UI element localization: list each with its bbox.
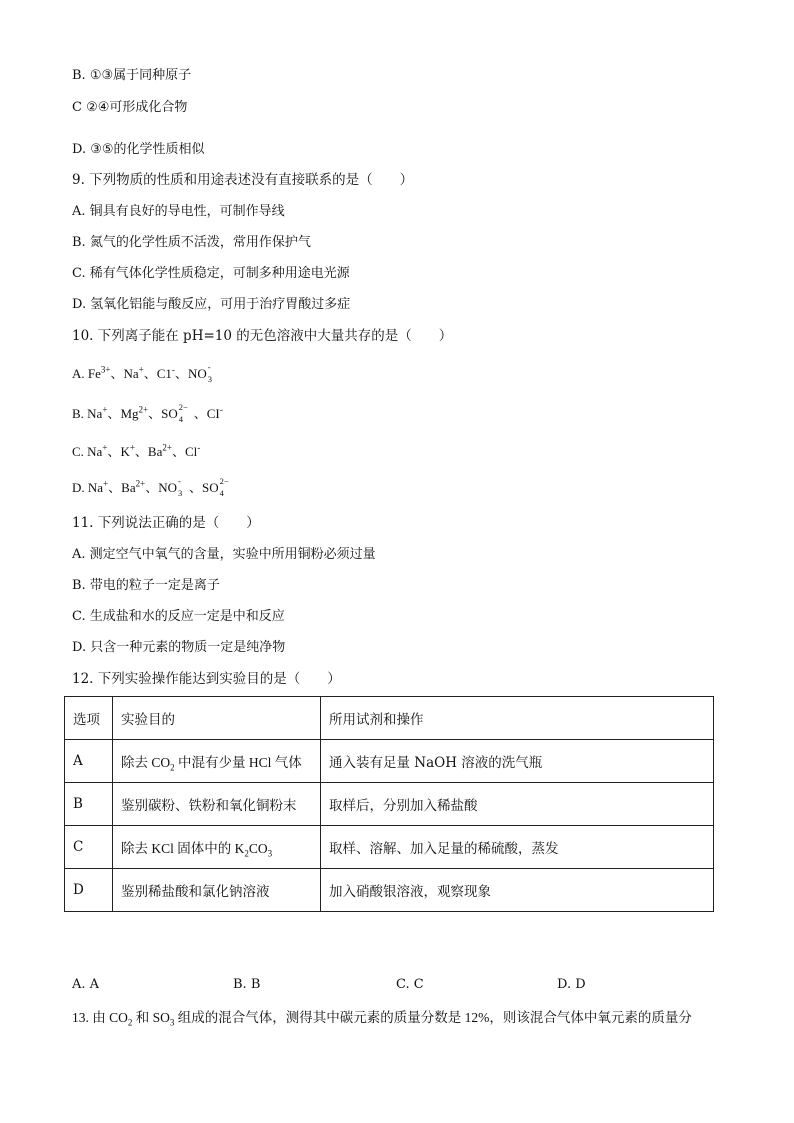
q13-stem: 13. 由 $CO_2$ 和 $SO_3$ 组成的混合气体，测得其中碳元素的质量分数是 12%，则该混合气体中氧元素的质量分 [72, 1010, 692, 1028]
table-row [65, 869, 714, 912]
q10-option-c: C. Na+、K+、$Ba^{2+}$、Cl- [72, 442, 201, 459]
q11-option-d: D. 只含一种元素的物质一定是纯净物 [72, 640, 286, 655]
q12-answer-a: A. A [72, 977, 100, 992]
q10-stem: 10. 下列离子能在 pH=10 的无色溶液中大量共存的是（ ） [72, 328, 453, 344]
q12-answer-d: D. D [557, 977, 586, 992]
table-row [65, 826, 714, 869]
q8-option-b: B. ①③属于同种原子 [72, 68, 192, 83]
q11-option-b: B. 带电的粒子一定是离子 [72, 578, 220, 593]
row-goal: 除去 $CO_2$ 中混有少量 HCl 气体 [113, 740, 321, 783]
header-method: 所用试剂和操作 [321, 697, 714, 740]
row-option: D [65, 869, 113, 912]
row-method: 取样后，分别加入稀盐酸 [321, 783, 714, 826]
row-method: 取样、溶解、加入足量的稀硫酸，蒸发 [321, 826, 714, 869]
q9-option-c: C. 稀有气体化学性质稳定，可制多种用途电光源 [72, 266, 350, 281]
table-row [65, 783, 714, 826]
q12-options-table [64, 696, 714, 912]
q11-option-a: A. 测定空气中氧气的含量，实验中所用铜粉必须过量 [72, 547, 376, 562]
table-row [65, 740, 714, 783]
q12-answer-b: B. B [233, 977, 261, 992]
q10-option-b: B. Na+、$Mg^{2+}$、SO 2− 4 、CI- [72, 402, 223, 424]
row-goal: 鉴别稀盐酸和氯化钠溶液 [113, 869, 321, 912]
q12-answer-c: C. C [396, 977, 424, 992]
q8-option-d: D. ③⑤的化学性质相似 [72, 142, 205, 157]
row-option: A [65, 740, 113, 783]
q9-stem: 9. 下列物质的性质和用途表述没有直接联系的是（ ） [72, 172, 414, 188]
table-header-row [65, 697, 714, 740]
header-option: 选项 [65, 697, 113, 740]
q11-stem: 11. 下列说法正确的是（ ） [72, 515, 260, 531]
q9-option-d: D. 氢氧化铝能与酸反应，可用于治疗胃酸过多症 [72, 297, 351, 312]
header-goal: 实验目的 [113, 697, 321, 740]
q9-option-a: A. 铜具有良好的导电性，可制作导线 [72, 204, 285, 219]
q8-option-c: C ②④可形成化合物 [72, 100, 188, 115]
row-option: B [65, 783, 113, 826]
q12-stem: 12. 下列实验操作能达到实验目的是（ ） [72, 671, 341, 687]
row-method: 通入装有足量 NaOH 溶液的洗气瓶 [321, 740, 714, 783]
row-option: C [65, 826, 113, 869]
row-goal: 鉴别碳粉、铁粉和氧化铜粉末 [113, 783, 321, 826]
row-goal: 除去 KCl 固体中的 $K_2CO_3$ [113, 826, 321, 869]
q9-option-b: B. 氮气的化学性质不活泼，常用作保护气 [72, 235, 311, 250]
q11-option-c: C. 生成盐和水的反应一定是中和反应 [72, 609, 285, 624]
q10-option-a: A. $Fe^{3+}$、Na+、C1-、NO - 3 [72, 362, 212, 384]
q10-option-d: D. Na+、$Ba^{2+}$、NO - 3 、SO 2− 4 [72, 476, 229, 498]
row-method: 加入硝酸银溶液，观察现象 [321, 869, 714, 912]
